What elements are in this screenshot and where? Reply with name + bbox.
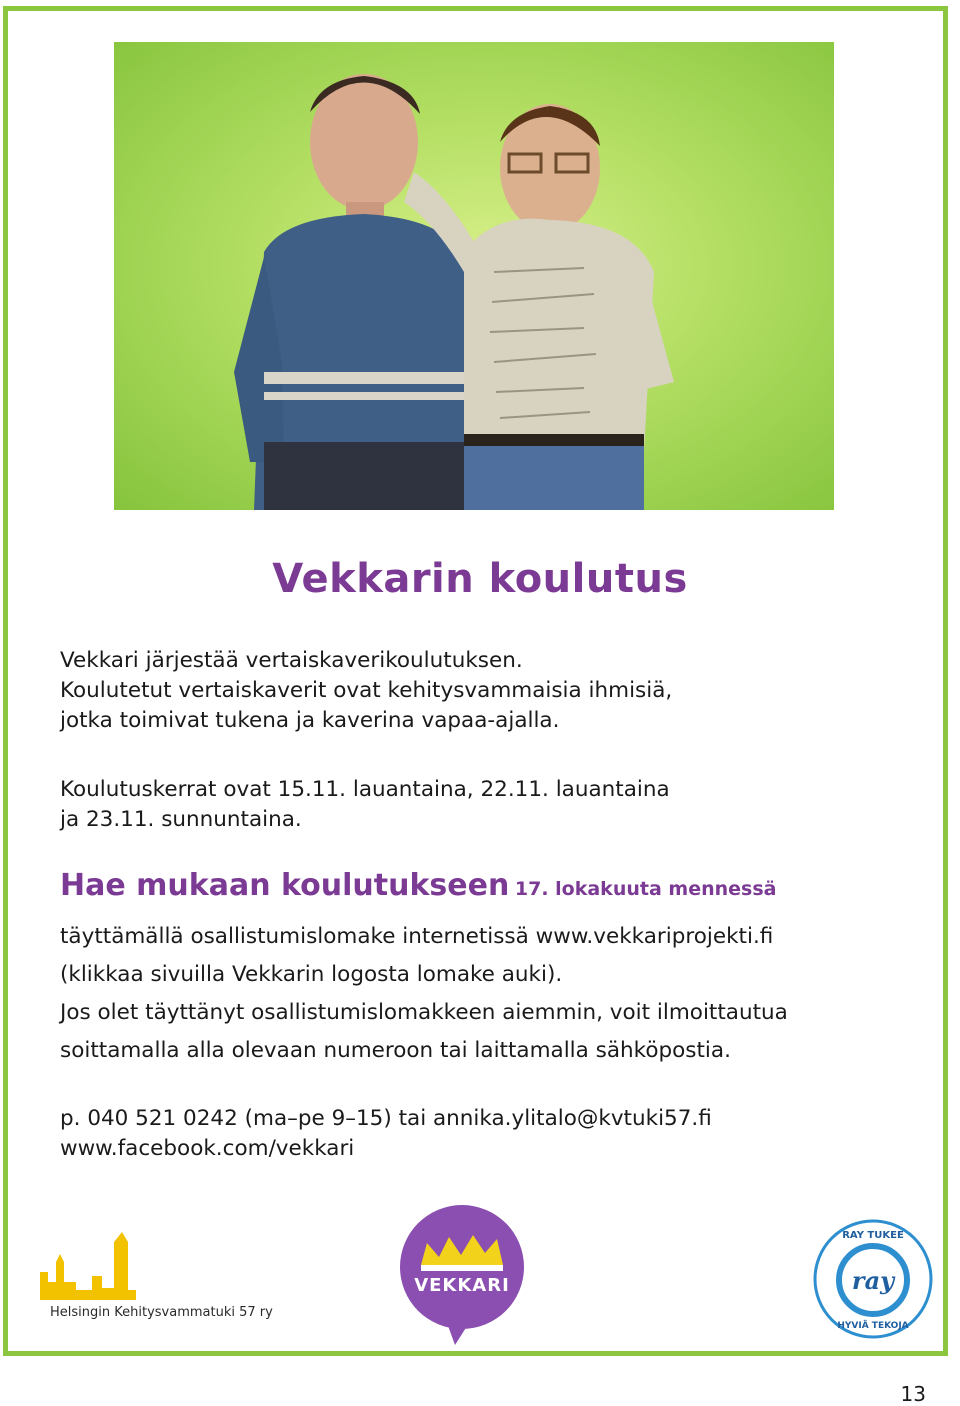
- vekkari-logo-text: VEKKARI: [414, 1275, 510, 1296]
- intro-paragraph: [60, 646, 672, 736]
- dates-paragraph: [60, 775, 670, 835]
- facebook-link[interactable]: www.facebook.com/vekkari: [60, 1136, 355, 1161]
- apply-line: Jos olet täyttänyt osallistumislomakkeen aiemmin, voit ilmoittautua: [60, 1000, 788, 1025]
- dates-line: ja 23.11. sunnuntaina.: [60, 807, 302, 832]
- page-title: Vekkarin koulutus: [272, 556, 688, 602]
- ray-logo: [812, 1218, 934, 1340]
- apply-line: soittamalla alla olevaan numeroon tai laittamalla sähköpostia.: [60, 1038, 731, 1063]
- apply-line: (klikkaa sivuilla Vekkarin logosta lomake auki).: [60, 962, 563, 987]
- cta-deadline: 17. lokakuuta mennessä: [514, 878, 777, 900]
- page-number: 13: [900, 1382, 926, 1406]
- ray-center-text: ray: [851, 1266, 895, 1295]
- call-to-action: [60, 868, 776, 903]
- intro-line: Koulutetut vertaiskaverit ovat kehitysvammaisia ihmisiä,: [60, 678, 673, 703]
- ray-bottom-text: HYVIÄ TEKOJA: [837, 1321, 909, 1331]
- ray-top-text: RAY TUKEE: [842, 1230, 904, 1241]
- hkt-logo-text: Helsingin Kehitysvammatuki 57 ry: [50, 1305, 273, 1320]
- intro-line: Vekkari järjestää vertaiskaverikoulutuksen.: [60, 648, 523, 673]
- apply-paragraph: [60, 918, 788, 1070]
- contact-paragraph: [60, 1104, 712, 1164]
- apply-line: täyttämällä osallistumislomake internetissä www.vekkariprojekti.fi: [60, 924, 774, 949]
- cta-heading: Hae mukaan koulutukseen: [60, 868, 510, 903]
- contact-phone-email[interactable]: p. 040 521 0242 (ma–pe 9–15) tai annika.ylitalo@kvtuki57.fi: [60, 1106, 712, 1131]
- intro-line: jotka toimivat tukena ja kaverina vapaa-ajalla.: [60, 708, 560, 733]
- dates-line: Koulutuskerrat ovat 15.11. lauantaina, 22.11. lauantaina: [60, 777, 670, 802]
- cover-photo: [114, 42, 834, 510]
